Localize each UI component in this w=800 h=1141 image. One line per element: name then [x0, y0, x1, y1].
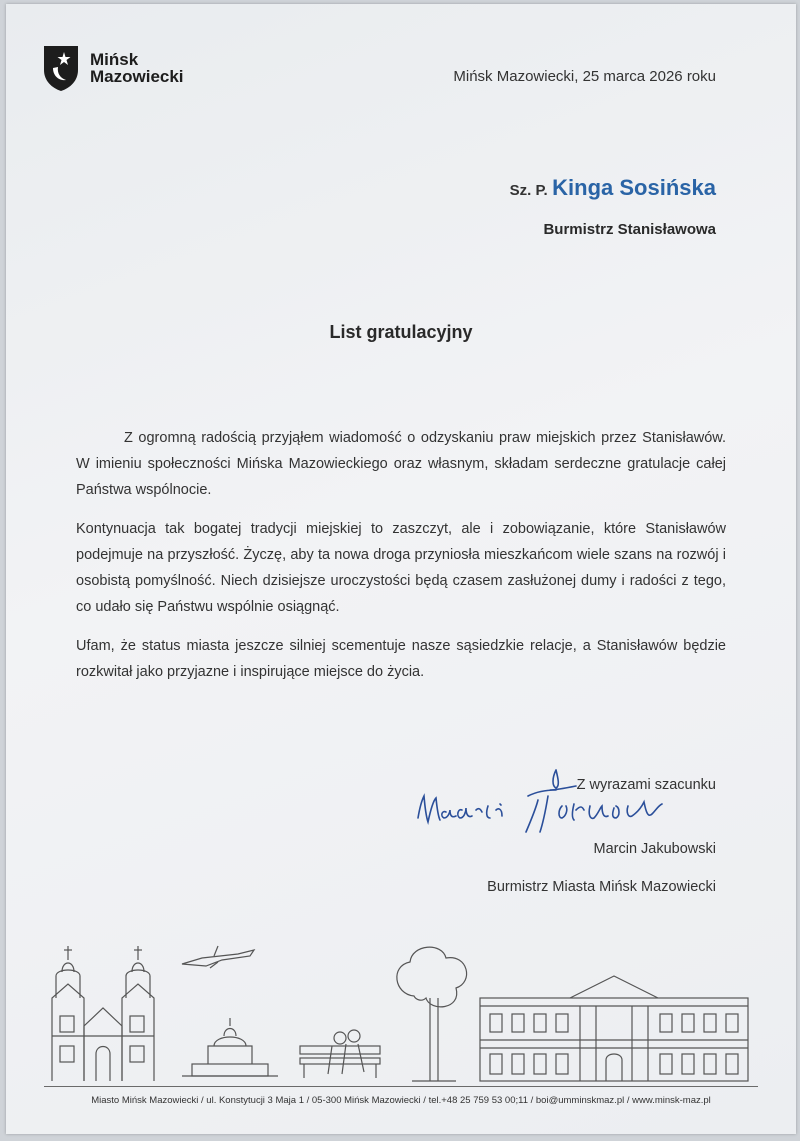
- handwritten-signature: [406, 756, 696, 846]
- jet-icon: [182, 946, 254, 968]
- logo-line-1: Mińsk: [90, 50, 139, 69]
- letter-date: Mińsk Mazowiecki, 25 marca 2026 roku: [453, 68, 716, 85]
- logo-line-2: Mazowiecki: [90, 67, 184, 86]
- footer-divider: [44, 1086, 758, 1087]
- church-icon: [52, 946, 154, 1081]
- paragraph-2: Kontynuacja tak bogatej tradycji miejskiej to zaszczyt, ale i zobowiązanie, które Stanisławów podejmuje na przyszłość. Życzę, aby ta nowa droga przyniosła mieszkańcom wiele szans na rozwój i osobistą pomyślność. Niech dzisiejsze uroczystości będą czasem zasłużonej dumy i radości z tego, co udało się Państwu wspólnie osiągnąć.: [76, 521, 726, 615]
- recipient-title: Burmistrz Stanisławowa: [543, 221, 716, 238]
- letter-body: [76, 425, 726, 698]
- tree-icon: [397, 947, 467, 1081]
- fountain-icon: [182, 1018, 278, 1076]
- city-crest-icon: [42, 44, 80, 92]
- closing-phrase: Z wyrazami szacunku: [576, 777, 716, 793]
- signer-name: Marcin Jakubowski: [593, 841, 716, 857]
- signer-title: Burmistrz Miasta Mińsk Mazowiecki: [487, 879, 716, 895]
- city-logo: [42, 44, 184, 92]
- letter-paper: [6, 4, 796, 1134]
- city-skyline-illustration: [42, 936, 762, 1086]
- palace-icon: [480, 976, 748, 1081]
- footer-contact: Miasto Mińsk Mazowiecki / ul. Konstytucji 3 Maja 1 / 05-300 Mińsk Mazowiecki / tel.+48 25 759 53 00;11 / boi@umminskmaz.pl / www.minsk-maz.pl: [91, 1095, 711, 1106]
- bench-icon: [300, 1030, 380, 1078]
- recipient-name: Kinga Sosińska: [552, 175, 716, 200]
- document-title: List gratulacyjny: [329, 322, 473, 342]
- recipient-line: [510, 175, 716, 201]
- paragraph-3: Ufam, że status miasta jeszcze silniej scementuje nasze sąsiedzkie relacje, a Stanisławów będzie rozkwitał jako przyjazne i inspirujące miejsce do życia.: [76, 638, 726, 680]
- logo-wordmark: [90, 51, 184, 85]
- recipient-salutation: Sz. P.: [509, 182, 548, 199]
- paragraph-1: Z ogromną radością przyjąłem wiadomość o odzyskaniu praw miejskich przez Stanisławów. W imieniu społeczności Mińska Mazowieckiego oraz własnym, składam serdeczne gratulacje całej Państwa wspólnocie.: [76, 430, 726, 498]
